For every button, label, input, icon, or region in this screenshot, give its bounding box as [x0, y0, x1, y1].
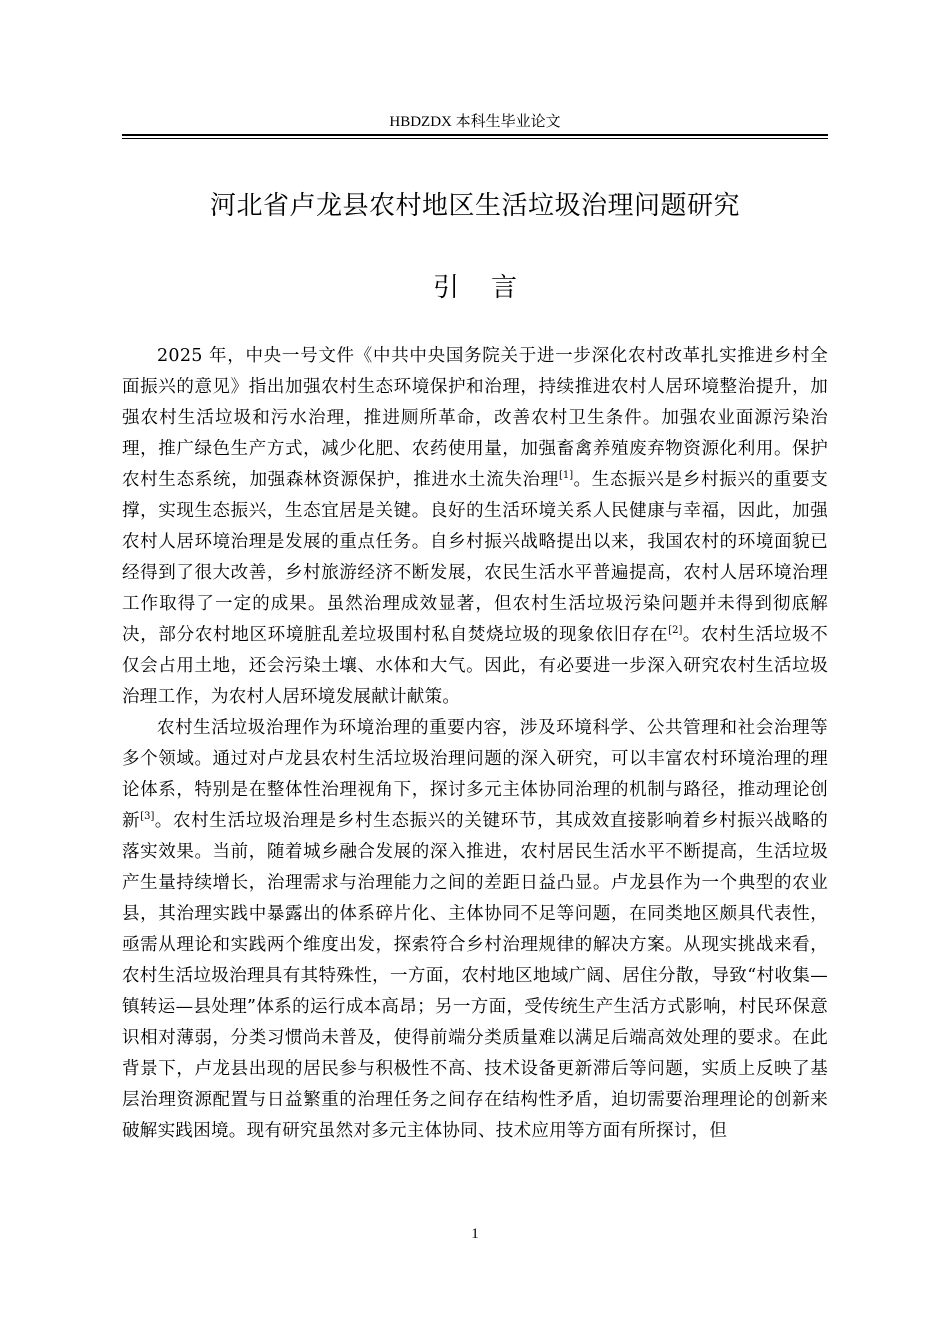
citation-3: [3] [140, 811, 155, 822]
running-header: HBDZDX 本科生毕业论文 [389, 114, 561, 130]
paragraph-1 [122, 341, 828, 713]
section-heading: 引言 [432, 273, 549, 303]
paragraph-1-text-b: 。生态振兴是乡村振兴的重要支撑，实现生态振兴，生态宜居是关键。良好的生活环境关系人民健康与幸福，因此，加强农村人居环境治理是发展的重点任务。自乡村振兴战略提出以来，我国农村的环境面貌已经得到了很大改善，乡村旅游经济不断发展，农民生活水平普遍提高，农村人居环境治理工作取得了一定的成果。虽然治理成效显著，但农村生活垃圾污染问题并未得到彻底解决，部分农村地区环境脏乱差垃圾围村私自焚烧垃圾的现象依旧存在 [122, 470, 829, 645]
paragraph-2 [122, 713, 828, 1147]
header-rule-thin [122, 138, 828, 139]
header-rule [122, 134, 828, 136]
body-text [122, 341, 828, 1147]
paragraph-1-text-c: 。农村生活垃圾不仅会占用土地，还会污染土壤、水体和大气。因此，有必要进一步深入研究农村生活垃圾治理工作，为农村人居环境发展献计献策。 [122, 625, 829, 707]
citation-1: [1] [558, 470, 574, 481]
citation-2: [2] [668, 625, 683, 636]
paragraph-2-text-b: 。农村生活垃圾治理是乡村生态振兴的关键环节，其成效直接影响着乡村振兴战略的落实效果。当前，随着城乡融合发展的深入推进，农村居民生活水平不断提高，生活垃圾产生量持续增长，治理需求与治理能力之间的差距日益凸显。卢龙县作为一个典型的农业县，其治理实践中暴露出的体系碎片化、主体协同不足等问题，在同类地区颇具代表性，亟需从理论和实践两个维度出发，探索符合乡村治理规律的解决方案。从现实挑战来看，农村生活垃圾治理具有其特殊性，一方面，农村地区地域广阔、居住分散，导致“村收集—镇转运—县处理”体系的运行成本高昂；另一方面，受传统生产生活方式影响，村民环保意识相对薄弱，分类习惯尚未普及，使得前端分类质量难以满足后端高效处理的要求。在此背景下，卢龙县出现的居民参与积极性不高、技术设备更新滞后等问题，实质上反映了基层治理资源配置与日益繁重的治理任务之间存在结构性矛盾，迫切需要治理理论的创新来破解实践困境。现有研究虽然对多元主体协同、技术应用等方面有所探讨，但 [122, 811, 828, 1141]
document-title: 河北省卢龙县农村地区生活垃圾治理问题研究 [209, 191, 740, 221]
paragraph-2-text-a: 农村生活垃圾治理作为环境治理的重要内容，涉及环境科学、公共管理和社会治理等多个领域。通过对卢龙县农村生活垃圾治理问题的深入研究，可以丰富农村环境治理的理论体系，特别是在整体性治理视角下，探讨多元主体协同治理的机制与路径，推动理论创新 [122, 718, 828, 831]
paragraph-1-text-a: 2025 年，中央一号文件《中共中央国务院关于进一步深化农村改革扎实推进乡村全面振兴的意见》指出加强农村生态环境保护和治理，持续推进农村人居环境整治提升，加强农村生活垃圾和污水治理，推进厕所革命，改善农村卫生条件。加强农业面源污染治理，推广绿色生产方式，减少化肥、农药使用量，加强畜禽养殖废弃物资源化利用。保护农村生态系统，加强森林资源保护，推进水土流失治理 [122, 346, 828, 490]
page-number: 1 [471, 1226, 479, 1242]
